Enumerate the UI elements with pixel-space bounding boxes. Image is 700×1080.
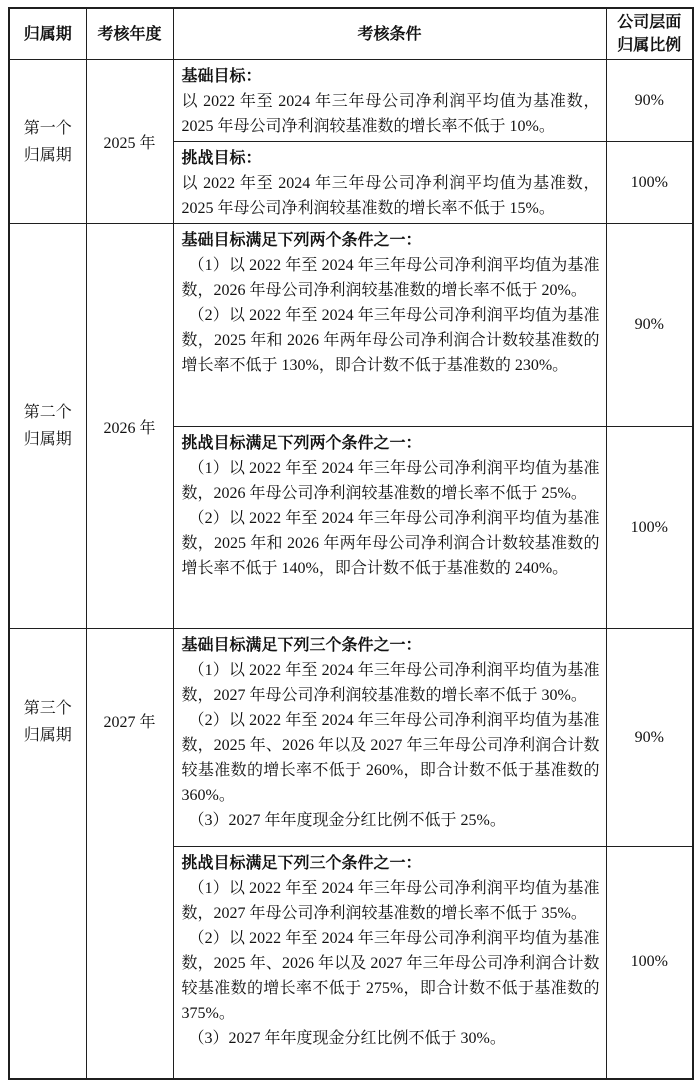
condition-cell — [173, 629, 606, 847]
condition-title: 挑战目标满足下列三个条件之一： — [181, 855, 422, 872]
condition-cell — [173, 427, 606, 629]
ratio-cell: 100% — [606, 142, 693, 224]
condition-paragraph: 以 2022 年至 2024 年三年母公司净利润平均值为基准数，2025 年母公司净利润较基准数的增长率不低于 15%。 — [181, 175, 600, 217]
condition-title: 挑战目标： — [181, 150, 262, 167]
condition-paragraph: （1）以 2022 年至 2024 年三年母公司净利润平均值为基准数，2026 年母公司净利润较基准数的增长率不低于 25%。 — [181, 460, 600, 502]
table-row-s1-basic — [9, 60, 693, 142]
condition-cell — [173, 847, 606, 1079]
condition-paragraph: 以 2022 年至 2024 年三年母公司净利润平均值为基准数，2025 年母公司净利润较基准数的增长率不低于 10%。 — [181, 93, 600, 135]
condition-title: 挑战目标满足下列两个条件之一： — [181, 435, 422, 452]
ratio-cell: 90% — [606, 60, 693, 142]
header-assessment-condition: 考核条件 — [173, 8, 606, 60]
condition-paragraph: （2）以 2022 年至 2024 年三年母公司净利润平均值为基准数，2025 年和 2026 年两年母公司净利润合计数较基准数的增长率不低于 140%，即合计数不低于基准数的 240%。 — [181, 510, 600, 577]
vesting-assessment-table — [8, 7, 694, 1080]
header-row — [9, 8, 693, 60]
period-cell-1 — [9, 60, 86, 224]
ratio-cell: 100% — [606, 847, 693, 1079]
condition-paragraph: （2）以 2022 年至 2024 年三年母公司净利润平均值为基准数，2025 年、2026 年以及 2027 年三年母公司净利润合计数较基准数的增长率不低于 260%，即合计数不低于基准数的 360%。 — [181, 712, 600, 804]
condition-paragraph: （1）以 2022 年至 2024 年三年母公司净利润平均值为基准数，2027 年母公司净利润较基准数的增长率不低于 30%。 — [181, 662, 600, 704]
condition-cell — [173, 224, 606, 427]
period-label: 第三个归属期 — [23, 700, 72, 744]
period-label: 第二个归属期 — [23, 404, 72, 448]
header-assessment-year: 考核年度 — [86, 8, 173, 60]
condition-title: 基础目标： — [181, 68, 262, 85]
condition-paragraph: （2）以 2022 年至 2024 年三年母公司净利润平均值为基准数，2025 年、2026 年以及 2027 年三年母公司净利润合计数较基准数的增长率不低于 275%，即合计数不低于基准数的 375%。 — [181, 930, 600, 1022]
period-cell-2 — [9, 224, 86, 629]
condition-paragraph: （2）以 2022 年至 2024 年三年母公司净利润平均值为基准数，2025 年和 2026 年两年母公司净利润合计数较基准数的增长率不低于 130%，即合计数不低于基准数的 230%。 — [181, 307, 600, 374]
condition-paragraph: （1）以 2022 年至 2024 年三年母公司净利润平均值为基准数，2027 年母公司净利润较基准数的增长率不低于 35%。 — [181, 880, 600, 922]
ratio-cell: 90% — [606, 224, 693, 427]
year-cell-1: 2025 年 — [86, 60, 173, 224]
table-row-s3-basic — [9, 629, 693, 847]
condition-title: 基础目标满足下列两个条件之一： — [181, 232, 422, 249]
condition-cell — [173, 142, 606, 224]
period-label: 第一个归属期 — [23, 119, 72, 164]
ratio-cell: 90% — [606, 629, 693, 847]
year-cell-2: 2026 年 — [86, 224, 173, 629]
condition-paragraph: （3）2027 年年度现金分红比例不低于 30%。 — [188, 1030, 506, 1047]
period-cell-3 — [9, 629, 86, 1079]
ratio-cell: 100% — [606, 427, 693, 629]
header-company-ratio: 公司层面归属比例 — [606, 8, 693, 60]
condition-cell — [173, 60, 606, 142]
year-cell-3: 2027 年 — [86, 629, 173, 1079]
header-vesting-period: 归属期 — [9, 8, 86, 60]
condition-title: 基础目标满足下列三个条件之一： — [181, 637, 422, 654]
condition-paragraph: （1）以 2022 年至 2024 年三年母公司净利润平均值为基准数，2026 年母公司净利润较基准数的增长率不低于 20%。 — [181, 257, 600, 299]
condition-paragraph: （3）2027 年年度现金分红比例不低于 25%。 — [188, 812, 506, 829]
table-row-s2-basic — [9, 224, 693, 427]
